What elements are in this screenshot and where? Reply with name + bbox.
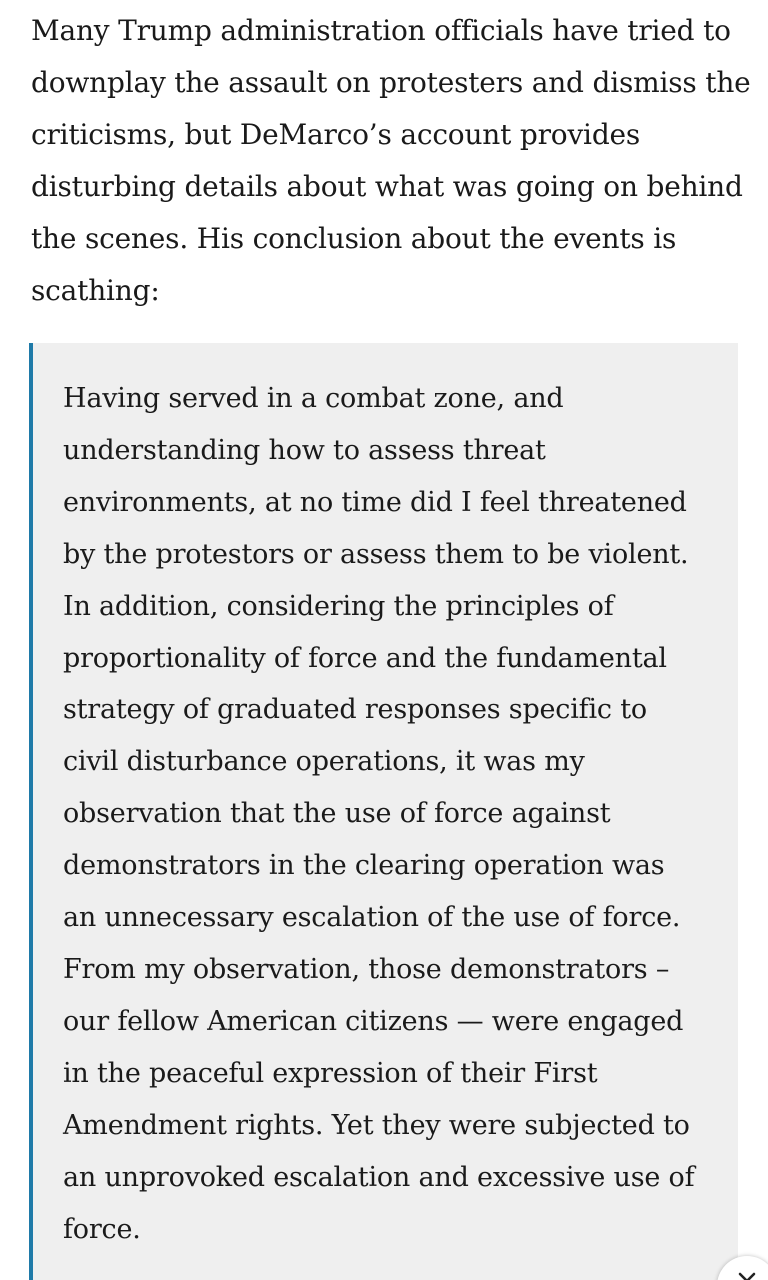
intro-line: downplay the assault on protesters and dismiss the (31, 66, 751, 99)
intro-line: the scenes. His conclusion about the events is (31, 222, 677, 255)
quote-line: strategy of graduated responses specific to (63, 694, 647, 726)
quote-line: by the protestors or assess them to be violent. (63, 538, 689, 570)
quote-line: an unnecessary escalation of the use of force. (63, 902, 681, 934)
quote-line: In addition, considering the principles of (63, 590, 614, 622)
quote-line: understanding how to assess threat (63, 434, 546, 466)
quote-line: Having served in a combat zone, and (63, 383, 564, 414)
quote-line: force. (63, 1213, 141, 1245)
blockquote (29, 343, 738, 1280)
intro-paragraph (31, 5, 751, 317)
close-icon (735, 1269, 759, 1280)
quote-line: Amendment rights. Yet they were subjected to (63, 1109, 690, 1141)
quote-line: From my observation, those demonstrators – (63, 953, 670, 985)
intro-line: disturbing details about what was going on behind (31, 170, 743, 203)
quote-line: proportionality of force and the fundamental (63, 642, 667, 674)
quote-line: observation that the use of force against (63, 798, 611, 830)
quote-line: demonstrators in the clearing operation was (63, 850, 665, 882)
quote-line: environments, at no time did I feel threatened (63, 486, 687, 518)
quote-line: our fellow American citizens — were engaged (63, 1005, 684, 1037)
intro-line: scathing: (31, 274, 160, 307)
quote-line: an unprovoked escalation and excessive use of (63, 1161, 695, 1193)
intro-line: Many Trump administration officials have tried to (31, 14, 731, 47)
quote-line: in the peaceful expression of their First (63, 1057, 598, 1089)
quote-text (63, 373, 723, 1255)
intro-line: criticisms, but DeMarco’s account provides (31, 118, 641, 151)
quote-line: civil disturbance operations, it was my (63, 746, 585, 778)
